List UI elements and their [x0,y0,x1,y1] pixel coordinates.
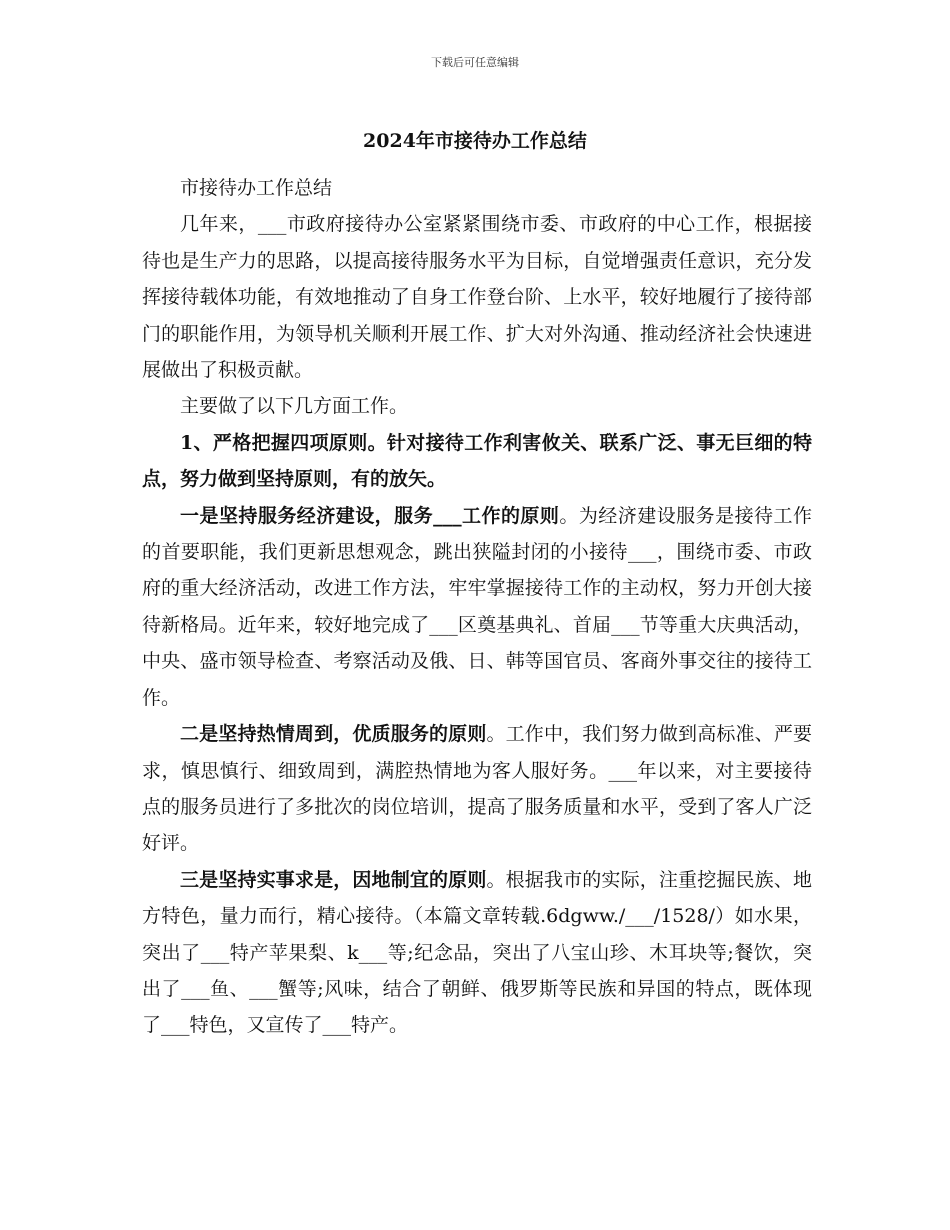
paragraph-text: 。根据我市的实际，注重挖掘民族、地方特色，量力而行，精心接待。（本篇文章转载.6dgww./___/1528/）如水果，突出了___特产苹果梨、k___等;纪念品，突出了八宝山珍、木耳块等;餐饮，突出了___鱼、___蟹等;风味，结合了朝鲜、俄罗斯等民族和异国的特点，既体现了___特色，又宣传了___特产。 [142,868,812,1037]
paragraph-lead: 三是坚持实事求是，因地制宜的原则 [180,868,487,891]
paragraph-lead: 一是坚持服务经济建设，服务___工作的原则 [180,504,560,527]
document-body [142,170,812,1044]
paragraph-text: 主要做了以下几方面工作。 [180,395,409,418]
paragraph-principle-3 [142,862,812,1044]
paragraph-text: 。为经济建设服务是接待工作的首要职能，我们更新思想观念，跳出狭隘封闭的小接待___，围绕市委、市政府的重大经济活动，改进工作方法，牢牢掌握接待工作的主动权，努力开创大接待新格局。近年来，较好地完成了___区奠基典礼、首届___节等重大庆典活动，中央、盛市领导检查、考察活动及俄、日、韩等国官员、客商外事交往的接待工作。 [142,504,812,709]
document-title: 2024年市接待办工作总结 [363,130,587,152]
section-heading-text: 1、严格把握四项原则。针对接待工作利害攸关、联系广泛、事无巨细的特点，努力做到坚持原则，有的放矢。 [142,431,812,491]
section-heading [142,425,812,498]
paragraph-principle-1 [142,498,812,716]
paragraph-text: 。工作中，我们努力做到高标准、严要求，慎思慎行、细致周到，满腔热情地为客人服好务。___年以来，对主要接待点的服务员进行了多批次的岗位培训，提高了服务质量和水平，受到了客人广泛好评。 [142,723,812,855]
header-note: 下载后可任意编辑 [431,56,519,69]
paragraph-subtitle [142,170,812,206]
paragraph-text: 市接待办工作总结 [180,177,333,199]
paragraph-text: 几年来，___市政府接待办公室紧紧围绕市委、市政府的中心工作，根据接待也是生产力的思路，以提高接待服务水平为目标，自觉增强责任意识，充分发挥接待载体功能，有效地推动了自身工作登台阶、上水平，较好地履行了接待部门的职能作用，为领导机关顺利开展工作、扩大对外沟通、推动经济社会快速进展做出了积极贡献。 [142,213,812,382]
paragraph-principle-2 [142,716,812,862]
paragraph-intro [142,206,812,388]
paragraph-lead: 二是坚持热情周到，优质服务的原则 [180,723,487,746]
paragraph-summary [142,388,812,424]
